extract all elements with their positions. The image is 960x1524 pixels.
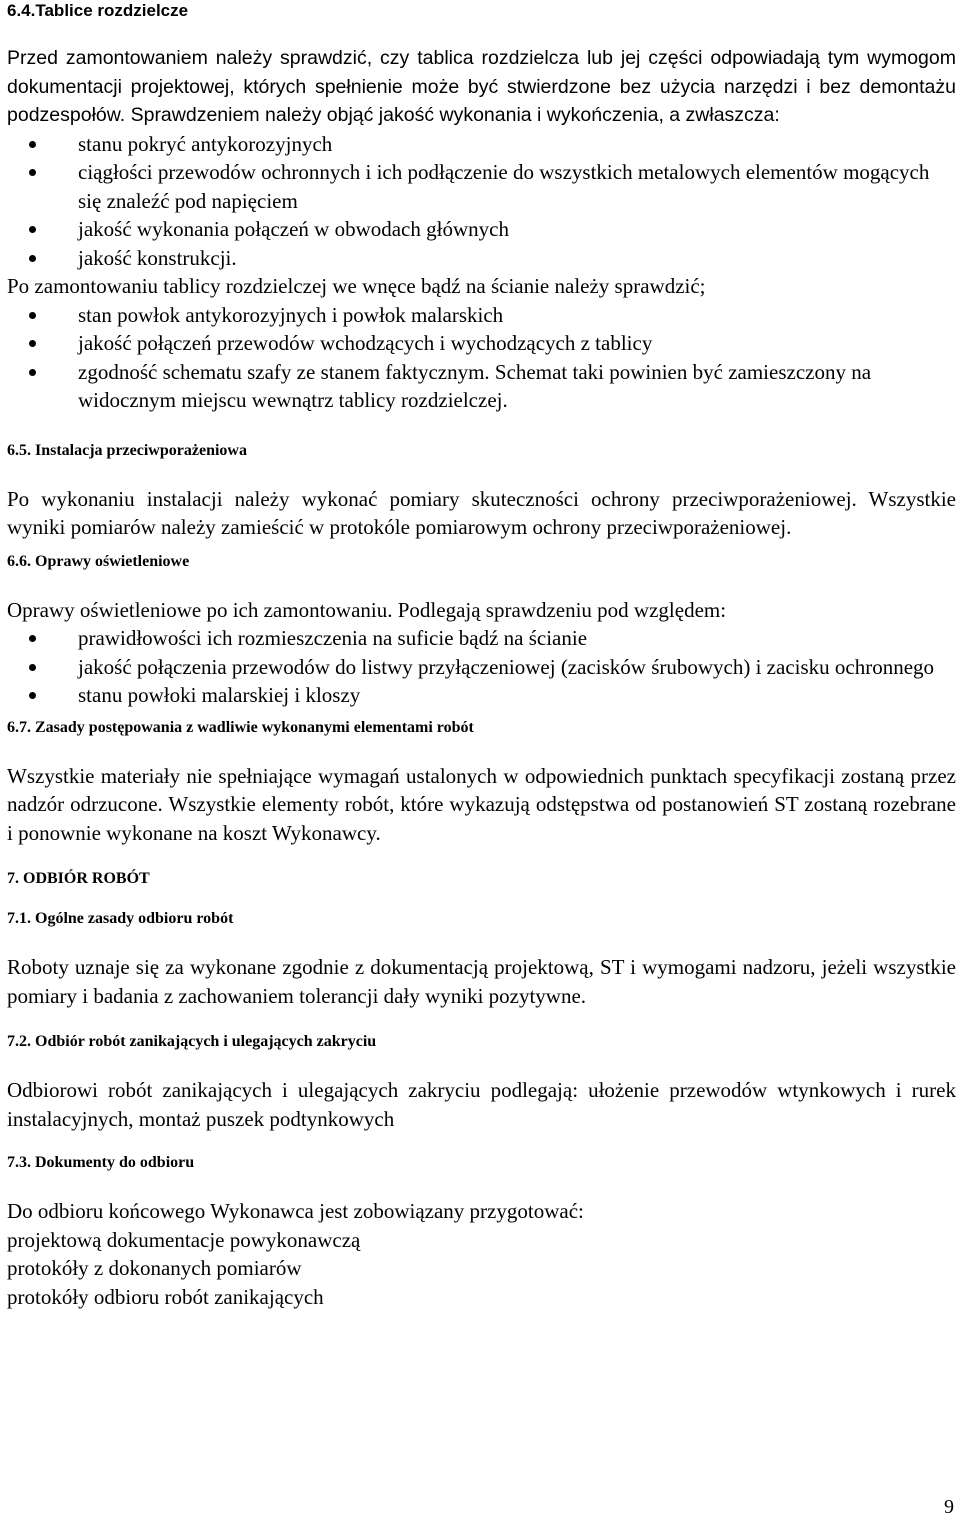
section-6-6-bullets [7,624,956,710]
list-item: jakość połączenia przewodów do listwy przyłączeniowej (zacisków śrubowych) i zacisku ochronnego [7,653,956,682]
section-6-4-intro-a: Przed zamontowaniem należy sprawdzić, czy tablica rozdzielcza lub jej części odpowiadają tym wymogom dokumentacji projektowej, których spełnienie może być stwierdzone bez użycia narzędzi i bez demontażu podzespołów. [7,47,956,126]
section-6-7-heading: 6.7. Zasady postępowania z wadliwie wykonanymi elementami robót [7,718,474,736]
bullet-icon [29,226,36,233]
section-6-4-heading: 6.4.Tablice rozdzielcze [7,1,189,20]
list-item: zgodność schematu szafy ze stanem faktycznym. Schemat taki powinien być zamieszczony na widocznym miejscu wewnątrz tablicy rozdzielczej. [7,358,956,415]
section-7-3-line: protokóły odbioru robót zanikających [7,1284,324,1309]
list-item: jakość konstrukcji. [7,244,956,273]
bullet-icon [29,255,36,262]
section-7-1-heading: 7.1. Ogólne zasady odbioru robót [7,910,234,927]
section-7-1-text: Roboty uznaje się za wykonane zgodnie z dokumentacją projektową, ST i wymogami nadzoru, jeżeli wszystkie pomiary i badania z zachowaniem tolerancji dały wyniki pozytywne. [7,955,956,1008]
section-6-6-text: Oprawy oświetleniowe po ich zamontowaniu. Podlegają sprawdzeniu pod względem: [7,597,727,622]
list-item: stanu pokryć antykorozyjnych [7,130,956,159]
list-item: prawidłowości ich rozmieszczenia na suficie bądź na ścianie [7,624,956,653]
section-6-4-after-intro: Po zamontowaniu tablicy rozdzielczej we wnęce bądź na ścianie należy sprawdzić; [7,274,706,298]
section-6-4-intro [7,44,956,130]
section-7-2-heading: 7.2. Odbiór robót zanikających i ulegających zakryciu [7,1033,377,1050]
bullet-icon [29,141,36,148]
list-item: stanu powłoki malarskiej i kloszy [7,681,956,710]
bullet-icon [29,664,36,671]
section-7-3-line: projektową dokumentacje powykonawczą [7,1227,361,1252]
section-6-4-intro-b: Sprawdzeniem należy objąć jakość wykonania i wykończenia, a zwłaszcza: [125,104,780,126]
section-6-6-heading: 6.6. Oprawy oświetleniowe [7,552,190,570]
list-item: jakość połączeń przewodów wchodzących i wychodzących z tablicy [7,329,956,358]
section-6-5-text: Po wykonaniu instalacji należy wykonać pomiary skuteczności ochrony przeciwporażeniowej. Wszystkie wyniki pomiarów należy zamieścić w protokóle pomiarowym ochrony przeciwporażeniowej. [7,486,956,539]
bullet-icon [29,692,36,699]
section-7-3-heading: 7.3. Dokumenty do odbioru [7,1154,195,1171]
bullet-icon [29,169,36,176]
bullet-icon [29,635,36,642]
section-7-2-text: Odbiorowi robót zanikających i ulegających zakryciu podlegają: ułożenie przewodów wtynkowych i rurek instalacyjnych, montaż puszek podtynkowych [7,1078,956,1131]
section-6-4-bullets-2 [7,301,956,415]
section-6-5-heading: 6.5. Instalacja przeciwporażeniowa [7,441,247,459]
section-7-heading: 7. ODBIÓR ROBÓT [7,870,150,887]
bullet-icon [29,369,36,376]
bullet-icon [29,312,36,319]
section-7-3-line: Do odbioru końcowego Wykonawca jest zobowiązany przygotować: [7,1199,584,1223]
list-item: ciągłości przewodów ochronnych i ich podłączenie do wszystkich metalowych elementów mogących się znaleźć pod napięciem [7,158,956,215]
section-7-3-line: protokóły z dokonanych pomiarów [7,1256,302,1280]
list-item: jakość wykonania połączeń w obwodach głównych [7,215,956,244]
bullet-icon [29,340,36,347]
section-6-7-text: Wszystkie materiały nie spełniające wymagań ustalonych w odpowiednich punktach specyfikacji zostaną przez nadzór odrzucone. Wszystkie elementy robót, które wykazują odstępstwa od postanowień ST zostaną rozebrane i ponownie wykonane na koszt Wykonawcy. [7,763,956,845]
section-6-4-bullets-1 [7,130,956,273]
page-number: 9 [944,1496,954,1518]
list-item: stan powłok antykorozyjnych i powłok malarskich [7,301,956,330]
